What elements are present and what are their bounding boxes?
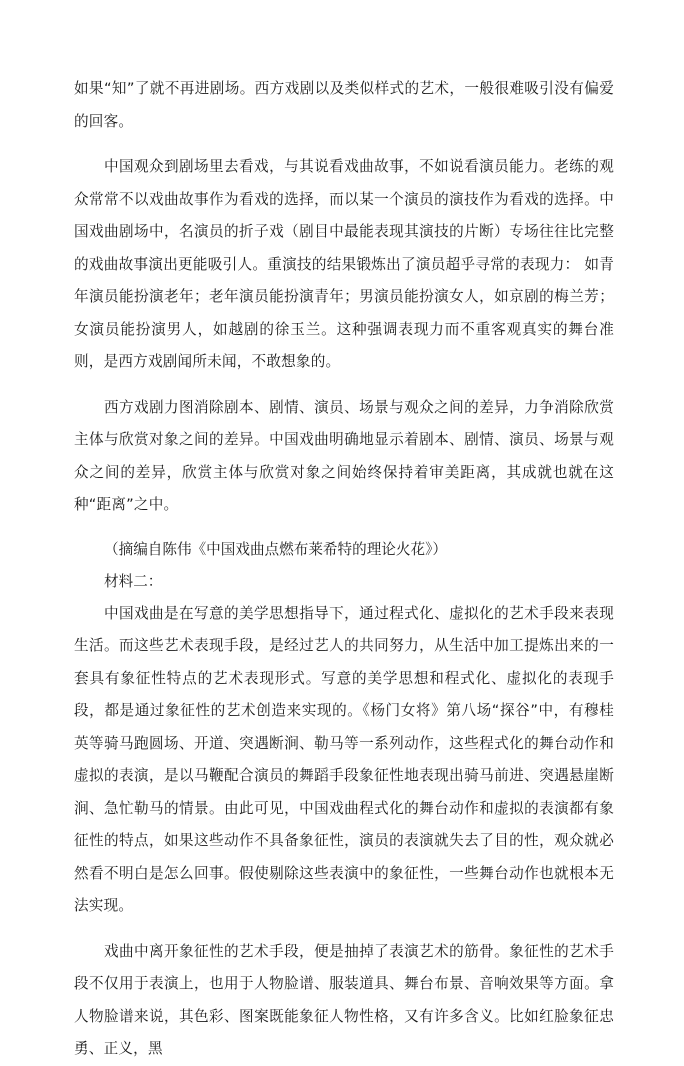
paragraph-symbolism: 中国戏曲是在写意的美学思想指导下，通过程式化、虚拟化的艺术手段来表现生活。而这些艺术表现手段，是经过艺人的共同努力，从生活中加工提炼出来的一套具有象征性特点的艺术表现形式。写意的美学思想和程式化、虚拟化的表现手段，都是通过象征性的艺术创造来实现的。《杨门女将》第八场“探谷”中，有穆桂英等骑马跑圆场、开道、突遇断涧、勒马等一系列动作，这些程式化的舞台动作和虚拟的表演，是以马鞭配合演员的舞蹈手段象征性地表现出骑马前进、突遇悬崖断涧、急忙勒马的情景。由此可见，中国戏曲程式化的舞台动作和虚拟的表演都有象征性的特点，如果这些动作不具备象征性，演员的表演就失去了目的性，观众就必然看不明白是怎么回事。假使剔除这些表演中的象征性，一些舞台动作也就根本无法实现。: [74, 604, 614, 914]
paragraph-audience: 中国观众到剧场里去看戏，与其说看戏曲故事，不如说看演员能力。老练的观众常常不以戏曲故事作为看戏的选择，而以某一个演员的演技作为看戏的选择。中国戏曲剧场中，名演员的折子戏（剧目中最能表现其演技的片断）专场往往比完整的戏曲故事演出更能吸引人。重演技的结果锻炼出了演员超乎寻常的表现力： 如青年演员能扮演老年；老年演员能扮演青年；男演员能扮演女人，如京剧的梅兰芳；女演员能扮演男人，如越剧的徐玉兰。这种强调表现力而不重客观真实的舞台准则，是西方戏剧闻所未闻，不敢想象的。: [74, 158, 614, 370]
source-citation: （摘编自陈伟《中国戏曲点燃布莱希特的理论火花》）: [104, 540, 447, 558]
paragraph-distance: 西方戏剧力图消除剧本、剧情、演员、场景与观众之间的差异，力争消除欣赏主体与欣赏对象之间的差异。中国戏曲明确地显示着剧本、剧情、演员、场景与观众之间的差异，欣赏主体与欣赏对象之间始终保持着审美距离，其成就也就在这种“距离”之中。: [74, 398, 614, 513]
paragraph-continued: 如果“知”了就不再进剧场。西方戏剧以及类似样式的艺术，一般很难吸引没有偏爱的回客。: [74, 80, 614, 130]
paragraph-symbolic-means: 戏曲中离开象征性的艺术手段，便是抽掉了表演艺术的筋骨。象征性的艺术手段不仅用于表演上，也用于人物脸谱、服装道具、舞台布景、音响效果等方面。拿人物脸谱来说，其色彩、图案既能象征人物性格，又有许多含义。比如红脸象征忠勇、正义，黑: [74, 942, 614, 1057]
material-label: 材料二：: [104, 572, 163, 590]
document-page: [74, 73, 614, 1066]
